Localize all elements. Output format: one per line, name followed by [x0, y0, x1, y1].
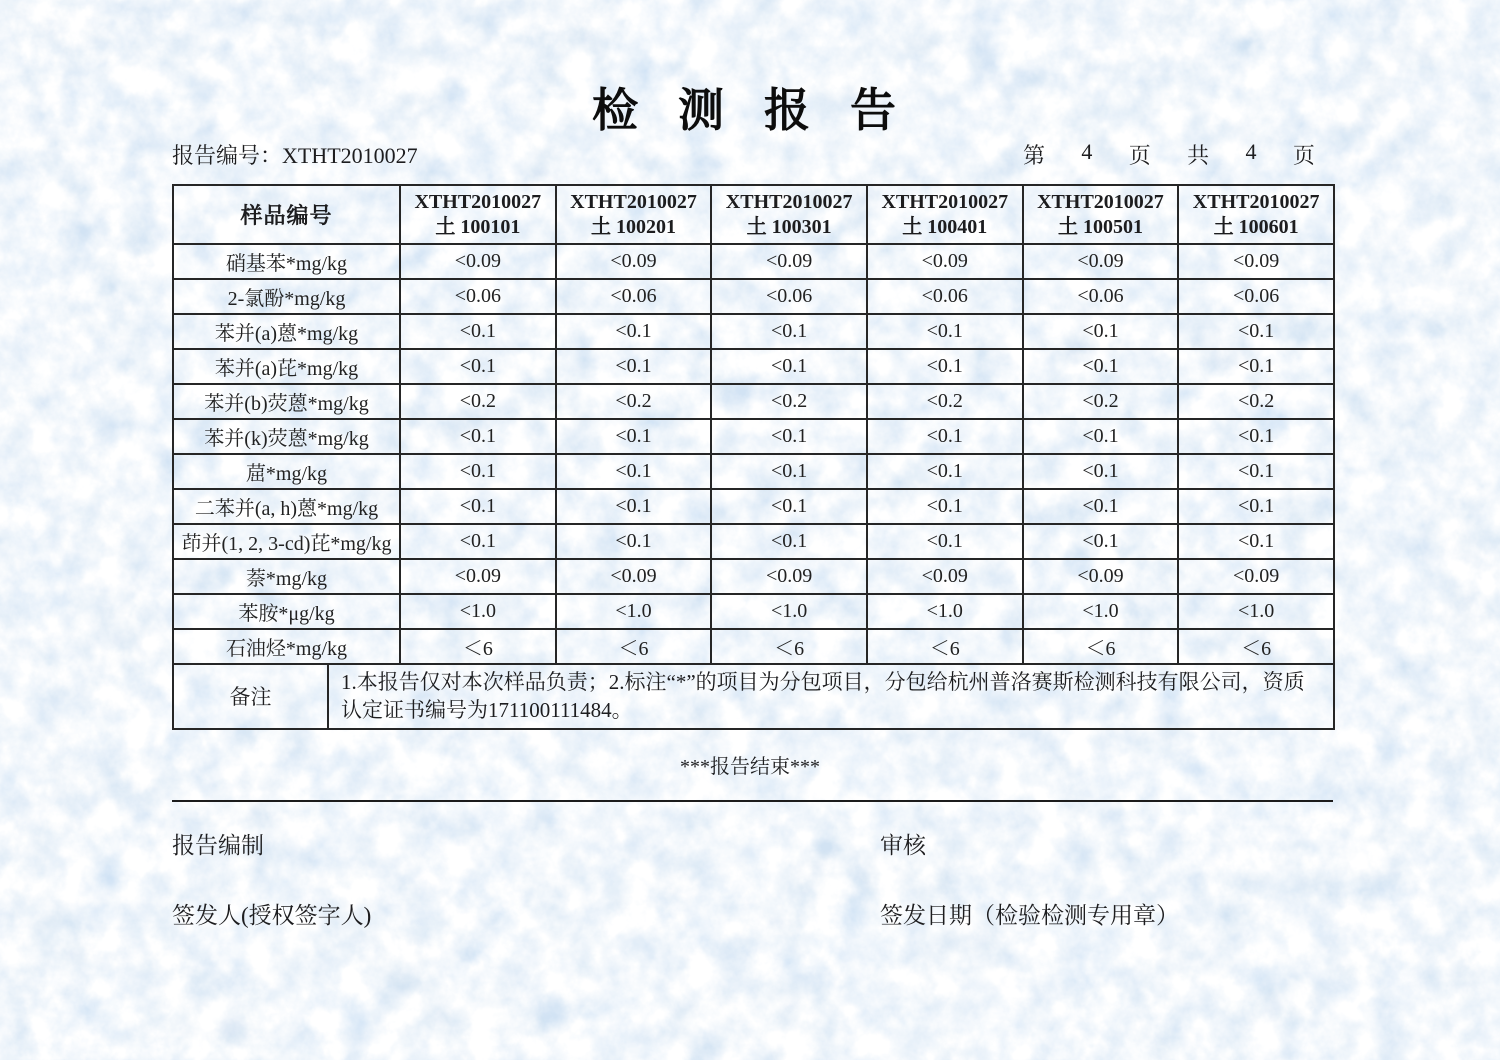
pagination	[1023, 139, 1315, 170]
value-cell: <0.1	[867, 314, 1023, 349]
value-cell: <0.1	[1178, 349, 1334, 384]
value-cell: <0.1	[556, 419, 712, 454]
value-cell: <0.09	[1178, 559, 1334, 594]
value-cell: <0.09	[867, 244, 1023, 279]
value-cell: <0.09	[556, 559, 712, 594]
value-cell: <0.1	[1023, 314, 1179, 349]
value-cell: <1.0	[400, 594, 556, 629]
sample-code: XTHT2010027	[570, 190, 697, 213]
value-cell: <0.1	[711, 454, 867, 489]
report-number: 报告编号：XTHT2010027	[172, 143, 418, 168]
value-cell: <0.1	[1023, 349, 1179, 384]
value-cell: <0.1	[867, 349, 1023, 384]
table-row	[173, 629, 1334, 664]
report-end-mark: ***报告结束***	[680, 756, 820, 778]
value-cell: <0.2	[711, 384, 867, 419]
corner-header: 样品编号	[173, 185, 400, 244]
sample-code: XTHT2010027	[881, 190, 1009, 213]
table-row	[173, 314, 1334, 349]
param-label: 硝基苯*mg/kg	[173, 244, 400, 279]
value-cell: ＜6	[711, 629, 867, 664]
value-cell: ＜6	[1178, 629, 1334, 664]
value-cell: <0.1	[1023, 524, 1179, 559]
sample-code: XTHT2010027	[1037, 190, 1164, 213]
table-row	[173, 489, 1334, 524]
value-cell: <0.1	[556, 349, 712, 384]
value-cell: <0.2	[1023, 384, 1179, 419]
value-cell: <0.1	[711, 419, 867, 454]
param-label: 2-氯酚*mg/kg	[173, 279, 400, 314]
signature-row	[172, 897, 1335, 930]
table-row	[173, 384, 1334, 419]
pagination-current-page: 4	[1081, 139, 1093, 164]
signature-divider	[172, 800, 1333, 802]
prepared-by-label: 报告编制	[172, 833, 264, 858]
value-cell: <0.1	[400, 489, 556, 524]
value-cell: <0.1	[1178, 524, 1334, 559]
table-row	[173, 559, 1334, 594]
value-cell: <0.09	[400, 559, 556, 594]
value-cell: <1.0	[1023, 594, 1179, 629]
param-label: 石油烃*mg/kg	[173, 629, 400, 664]
meta-row	[172, 139, 1335, 170]
value-cell: <0.06	[1178, 279, 1334, 314]
param-label: 萘*mg/kg	[173, 559, 400, 594]
table-row	[173, 419, 1334, 454]
param-label: 苯并(a)芘*mg/kg	[173, 349, 400, 384]
report-title: 检 测 报 告	[591, 83, 909, 137]
column-header	[711, 185, 867, 244]
sample-id: 土 100401	[902, 215, 988, 238]
value-cell: ＜6	[867, 629, 1023, 664]
param-label: 苯并(k)荧蒽*mg/kg	[173, 419, 400, 454]
value-cell: <0.09	[867, 559, 1023, 594]
table-header-row	[173, 185, 1334, 244]
value-cell: <0.1	[711, 524, 867, 559]
value-cell: <0.1	[711, 314, 867, 349]
table-row	[173, 279, 1334, 314]
value-cell: <0.1	[1023, 489, 1179, 524]
value-cell: <0.2	[556, 384, 712, 419]
sample-code: XTHT2010027	[414, 190, 542, 213]
remark-row	[172, 665, 1335, 730]
value-cell: <0.1	[400, 349, 556, 384]
value-cell: <0.1	[711, 489, 867, 524]
value-cell: <0.1	[400, 419, 556, 454]
table-row	[173, 524, 1334, 559]
value-cell: <0.1	[867, 454, 1023, 489]
value-cell: <0.1	[1178, 454, 1334, 489]
table-row	[173, 349, 1334, 384]
value-cell: <0.1	[1178, 314, 1334, 349]
value-cell: <0.1	[556, 454, 712, 489]
sample-code: XTHT2010027	[1192, 190, 1320, 213]
remark-text: 1.本报告仅对本次样品负责；2.标注“*”的项目为分包项目，分包给杭州普洛赛斯检测科技有限公司，资质认定证书编号为171100111484。	[341, 670, 1305, 723]
value-cell: <0.2	[400, 384, 556, 419]
value-cell: <0.1	[400, 524, 556, 559]
value-cell: <0.09	[400, 244, 556, 279]
sample-id: 土 100101	[435, 215, 521, 238]
value-cell: ＜6	[1023, 629, 1179, 664]
value-cell: <0.1	[400, 314, 556, 349]
value-cell: <0.1	[556, 524, 712, 559]
value-cell: <0.06	[867, 279, 1023, 314]
value-cell: <0.09	[1023, 559, 1179, 594]
param-label: 二苯并(a, h)蒽*mg/kg	[173, 489, 400, 524]
value-cell: <0.1	[867, 524, 1023, 559]
signature-row	[172, 827, 1335, 860]
value-cell: <0.09	[1178, 244, 1334, 279]
param-label: 茚并(1, 2, 3-cd)芘*mg/kg	[173, 524, 400, 559]
value-cell: ＜6	[400, 629, 556, 664]
pagination-part: 页	[1292, 143, 1315, 168]
value-cell: <1.0	[711, 594, 867, 629]
value-cell: <0.1	[867, 419, 1023, 454]
value-cell: <0.06	[711, 279, 867, 314]
value-cell: <0.1	[556, 314, 712, 349]
table-row	[173, 454, 1334, 489]
table-row	[173, 594, 1334, 629]
sample-id: 土 100301	[746, 215, 832, 238]
value-cell: <0.09	[711, 244, 867, 279]
sample-id: 土 100501	[1057, 215, 1143, 238]
value-cell: <0.2	[1178, 384, 1334, 419]
column-header	[1178, 185, 1334, 244]
results-table	[172, 184, 1335, 730]
value-cell: ＜6	[556, 629, 712, 664]
value-cell: <0.09	[556, 244, 712, 279]
value-cell: <1.0	[556, 594, 712, 629]
issue-date-label: 签发日期（检验检测专用章）	[880, 903, 1179, 928]
column-header	[400, 185, 556, 244]
value-cell: <0.1	[1023, 454, 1179, 489]
param-label: 䓛*mg/kg	[173, 454, 400, 489]
pagination-part: 第	[1023, 143, 1046, 168]
param-label: 苯胺*μg/kg	[173, 594, 400, 629]
value-cell: <0.1	[400, 454, 556, 489]
value-cell: <0.1	[711, 349, 867, 384]
value-cell: <0.06	[1023, 279, 1179, 314]
remark-label: 备注	[174, 665, 329, 728]
param-label: 苯并(b)荧蒽*mg/kg	[173, 384, 400, 419]
column-header	[556, 185, 712, 244]
value-cell: <1.0	[1178, 594, 1334, 629]
issuer-label: 签发人(授权签字人)	[172, 903, 372, 928]
value-cell: <0.1	[867, 489, 1023, 524]
value-cell: <0.09	[711, 559, 867, 594]
column-header	[867, 185, 1023, 244]
reviewed-by-label: 审核	[880, 833, 926, 858]
table-row	[173, 244, 1334, 279]
param-label: 苯并(a)蒽*mg/kg	[173, 314, 400, 349]
value-cell: <0.06	[556, 279, 712, 314]
value-cell: <0.06	[400, 279, 556, 314]
pagination-part: 共	[1187, 143, 1210, 168]
value-cell: <0.09	[1023, 244, 1179, 279]
value-cell: <0.1	[1178, 489, 1334, 524]
sample-id: 土 100601	[1213, 215, 1299, 238]
sample-id: 土 100201	[590, 215, 676, 238]
value-cell: <0.1	[1023, 419, 1179, 454]
value-cell: <1.0	[867, 594, 1023, 629]
value-cell: <0.1	[1178, 419, 1334, 454]
value-cell: <0.2	[867, 384, 1023, 419]
sample-code: XTHT2010027	[725, 190, 853, 213]
pagination-part: 页	[1128, 143, 1151, 168]
pagination-total-pages: 4	[1245, 139, 1257, 164]
value-cell: <0.1	[556, 489, 712, 524]
column-header	[1023, 185, 1179, 244]
